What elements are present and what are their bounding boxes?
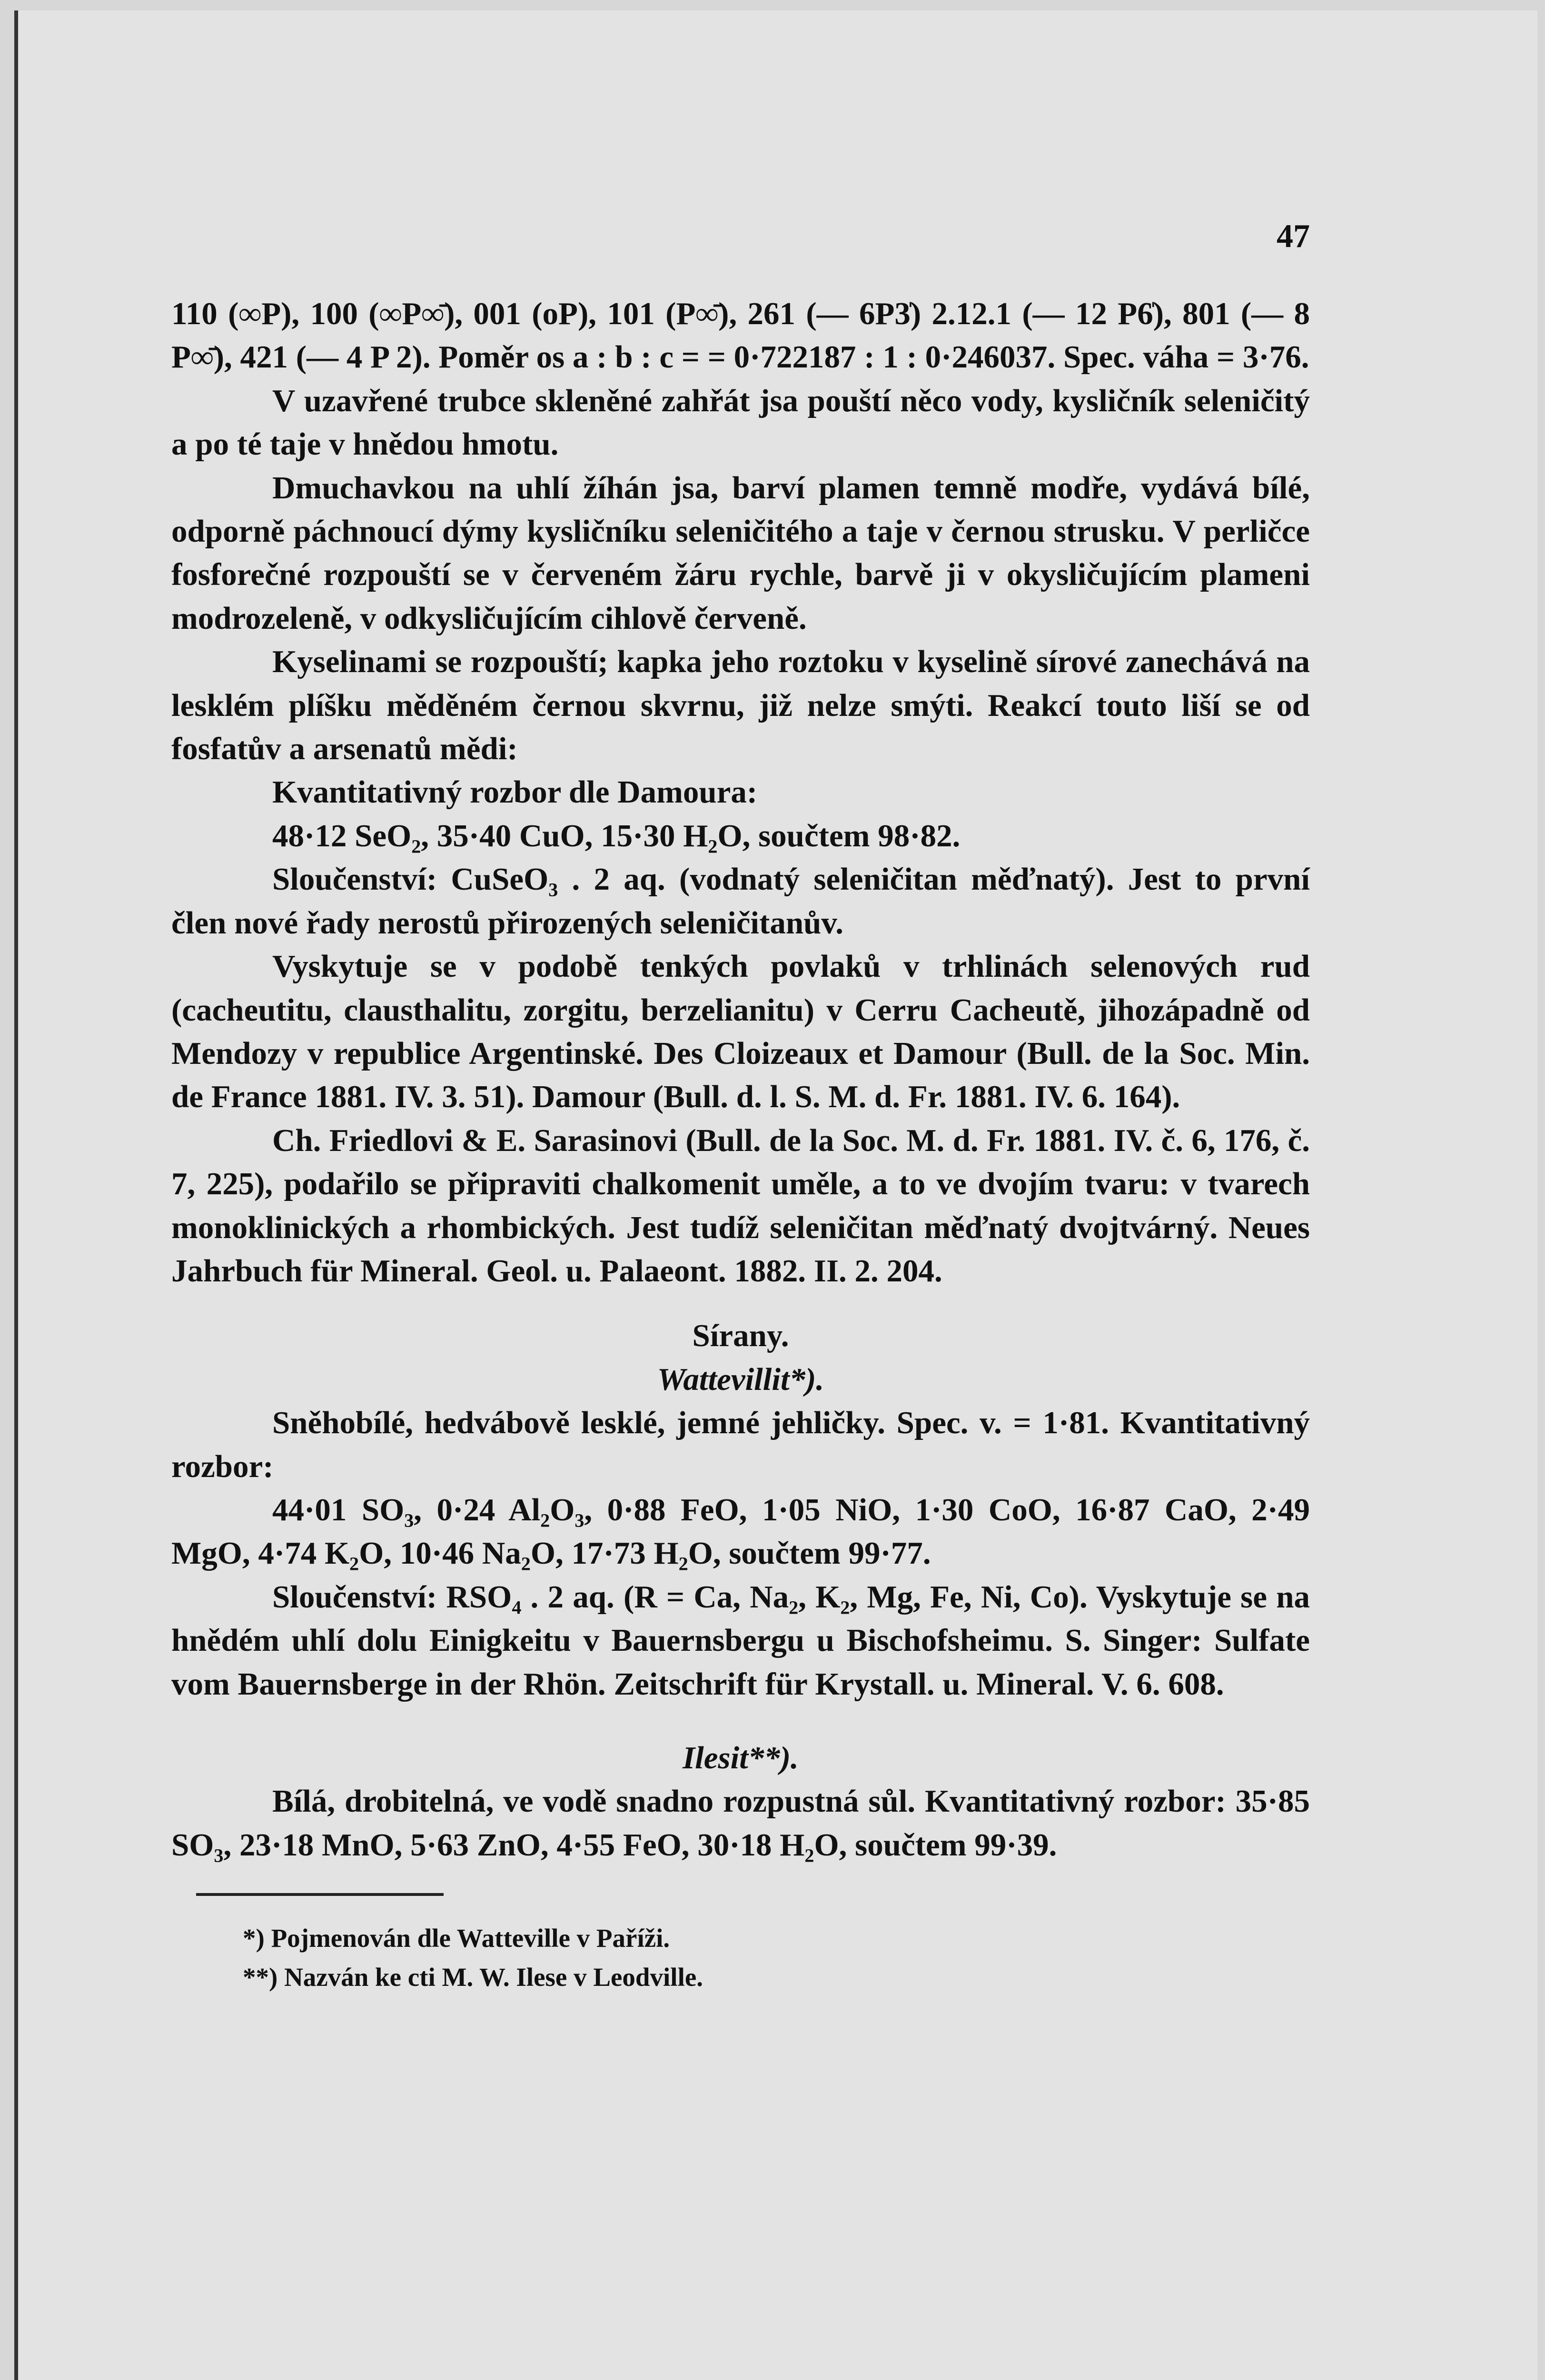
section-heading: Sírany. (692, 1318, 789, 1354)
footnote-2: **) Nazván ke cti M. W. Ilese v Leodville. (243, 1963, 703, 1992)
ilesit-description: Bílá, drobitelná, ve vodě snadno rozpustná sůl. Kvantitativný rozbor: 35·85 SO₃, 23·18 MnO, 5·63 ZnO, 4·55 FeO, 30·18 H₂O, součtem 99·39. (171, 1784, 1310, 1863)
mineral-title-ilesit: Ilesit**). (683, 1740, 799, 1775)
paragraph-analysis-heading: Kvantitativný rozbor dle Damoura: (272, 774, 758, 810)
paragraph-composition: Sloučenství: CuSeO₃ . 2 aq. (vodnatý seleničitan měďnatý). Jest to první člen nové řady nerostů přirozených seleničitanův. (171, 862, 1310, 941)
paragraph-acids: Kyselinami se rozpouští; kapka jeho roztoku v kyselině sírové zanechává na lesklém plíšku měděném černou skvrnu, již nelze smýti. Reakcí touto liší se od fosfatův a arsenatů mědi: (171, 644, 1310, 767)
paragraph-synthesis: Ch. Friedlovi & E. Sarasinovi (Bull. de la Soc. M. d. Fr. 1881. IV. č. 6, 176, č. 7, 225), podařilo se připraviti chalkomenit uměle, a to ve dvojím tvaru: v tvarech monoklinických a rhombických. Jest tudíž seleničitan měďnatý dvojtvárný. Neues Jahrbuch für Mineral. Geol. u. Palaeont. 1882. II. 2. 204. (171, 1122, 1310, 1289)
book-page (14, 10, 1537, 2380)
paragraph-crystal-forms: 110 (∞P), 100 (∞P∞̄), 001 (oP), 101 (P∞̄), 261 (— 6P3̍) 2.12.1 (— 12 P6̍), 801 (— 8 P∞̄), 421 (— 4 P 2). Poměr os a : b : c = = 0·722187 : 1 : 0·246037. Spec. váha = 3·76. (171, 296, 1310, 375)
footnote-divider (196, 1893, 444, 1896)
wattevillit-analysis: 44·01 SO₃, 0·24 Al₂O₃, 0·88 FeO, 1·05 NiO, 1·30 CoO, 16·87 CaO, 2·49 MgO, 4·74 K₂O, 10·46 Na₂O, 17·73 H₂O, součtem 99·77. (171, 1492, 1310, 1571)
wattevillit-occurrence: Sloučenství: RSO₄ . 2 aq. (R = Ca, Na₂, K₂, Mg, Fe, Ni, Co). Vyskytuje se na hnědém uhlí dolu Einigkeitu v Bauernsbergu u Bischofsheimu. S. Singer: Sulfate vom Bauernsberge in der Rhön. Zeitschrift für Krystall. u. Mineral. V. 6. 608. (171, 1579, 1310, 1702)
body-text (171, 292, 1310, 1997)
paragraph-blowpipe: Dmuchavkou na uhlí žíhán jsa, barví plamen temně modře, vydává bílé, odporně páchnoucí dýmy kysličníku seleničitého a taje v černou strusku. V perličce fosforečné rozpouští se v červeném žáru rychle, barvě ji v okysličujícím plameni modrozeleně, v odkysličujícím cihlově červeně. (171, 470, 1310, 636)
mineral-title-wattevillit: Wattevillit*). (657, 1361, 824, 1397)
paragraph-heating: V uzavřené trubce skleněné zahřát jsa pouští něco vody, kysličník seleničitý a po té taje v hnědou hmotu. (171, 383, 1310, 462)
paragraph-analysis-values: 48·12 SeO₂, 35·40 CuO, 15·30 H₂O, součtem 98·82. (272, 818, 961, 853)
wattevillit-description: Sněhobílé, hedvábově lesklé, jemné jehličky. Spec. v. = 1·81. Kvantitativný rozbor: (171, 1405, 1310, 1484)
page-spine-edge (14, 10, 18, 2380)
paragraph-occurrence: Vyskytuje se v podobě tenkých povlaků v trhlinách selenových rud (cacheutitu, clausthalitu, zorgitu, berzelianitu) v Cerru Cacheutě, jihozápadně od Mendozy v republice Argentinské. Des Cloizeaux et Damour (Bull. de la Soc. Min. de France 1881. IV. 3. 51). Damour (Bull. d. l. S. M. d. Fr. 1881. IV. 6. 164). (171, 949, 1310, 1115)
footnote-1: *) Pojmenován dle Watteville v Paříži. (243, 1924, 670, 1953)
page-number: 47 (1277, 218, 1310, 255)
